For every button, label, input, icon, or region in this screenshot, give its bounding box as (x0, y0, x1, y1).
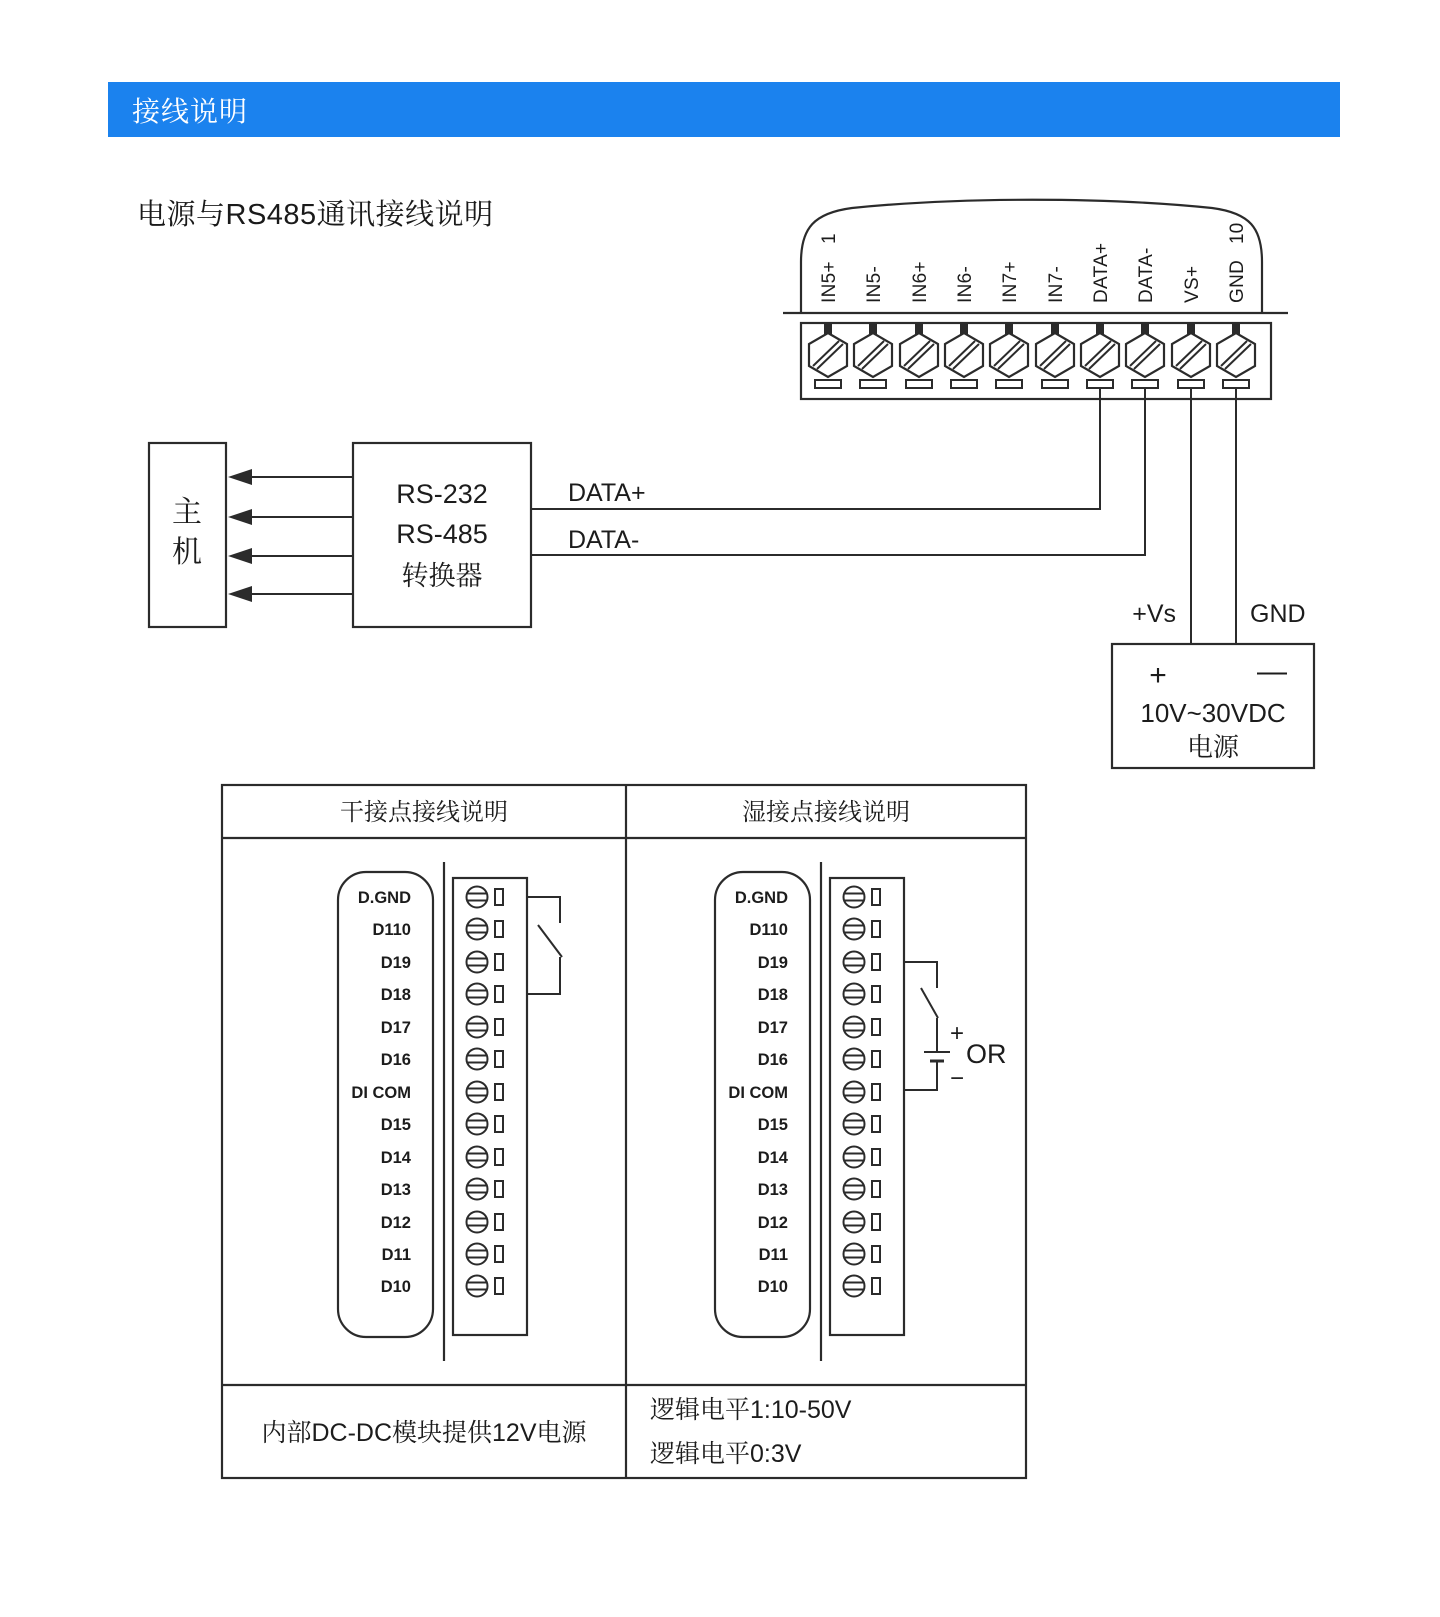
pin-label-in5p: IN5+ (819, 261, 840, 303)
wet-pin-label: D10 (757, 1278, 788, 1296)
wet-switch-battery-circuit (904, 962, 1007, 1092)
screw-row-icon (467, 952, 504, 973)
screw-terminal-icon (945, 324, 983, 388)
screw-row-icon (467, 984, 504, 1005)
table-border (222, 785, 1026, 1478)
screw-row-icon (467, 1244, 504, 1265)
screw-terminal-icon (1036, 324, 1074, 388)
wet-pin-label: D17 (757, 1019, 788, 1037)
dry-pin-label: D.GND (357, 889, 411, 907)
screw-row-icon (844, 952, 881, 973)
pin-label-in6n: IN6- (955, 265, 976, 303)
screw-row-icon (844, 1276, 881, 1297)
screw-row-icon (467, 1147, 504, 1168)
dry-pin-label: D110 (372, 921, 411, 939)
converter-line2: RS-485 (396, 519, 488, 549)
dry-contact-diagram (338, 862, 562, 1361)
dry-pin-label: D19 (380, 954, 411, 972)
screw-row-icon (467, 1017, 504, 1038)
screw-row-icon (467, 919, 504, 940)
dry-pin-label: D18 (380, 986, 411, 1004)
vs-wire-label: +Vs (1132, 600, 1176, 628)
screw-row-icon (844, 984, 881, 1005)
dry-pin-label: D11 (381, 1246, 411, 1264)
page-title: 电源与RS485通讯接线说明 (137, 199, 494, 231)
screw-terminal-icon (1217, 324, 1255, 388)
dry-pin-label: D17 (380, 1019, 411, 1037)
converter-line3: 转换器 (401, 561, 483, 591)
pin-label-datan: DATA- (1136, 247, 1157, 303)
screw-terminal-icon (990, 324, 1028, 388)
wet-contact-note-line1: 逻辑电平1:10-50V (650, 1396, 852, 1424)
screw-row-icon (467, 1276, 504, 1297)
power-plus-sign: + (1149, 659, 1167, 692)
screw-row-icon (467, 1082, 504, 1103)
dry-terminal-strip (453, 878, 527, 1335)
screw-terminal-icon (900, 324, 938, 388)
contact-wiring-table (222, 785, 1026, 1478)
wet-contact-header: 湿接点接线说明 (742, 799, 910, 826)
terminal-block (783, 200, 1288, 399)
screw-row-icon (844, 1114, 881, 1135)
power-voltage-label: 10V~30VDC (1140, 698, 1286, 728)
screw-row-icon (844, 919, 881, 940)
or-label: OR (966, 1039, 1007, 1069)
pin-number-first: 1 (819, 233, 840, 244)
screw-terminal-icon (854, 324, 892, 388)
data-minus-wire-label: DATA- (568, 526, 640, 554)
wet-contact-diagram (715, 862, 1007, 1361)
wet-pin-label: D.GND (734, 889, 788, 907)
wet-pin-label: D11 (758, 1246, 788, 1264)
wet-pin-label: D12 (757, 1214, 788, 1232)
screw-terminal-icon (1081, 324, 1119, 388)
battery-minus-sign: − (950, 1065, 965, 1092)
power-supply-box (1112, 644, 1314, 768)
dry-contact-header: 干接点接线说明 (340, 799, 508, 826)
dry-connector-pill (338, 872, 433, 1337)
pin-label-datap: DATA+ (1091, 242, 1112, 303)
screw-row-icon (467, 887, 504, 908)
dry-pin-label: D16 (380, 1051, 411, 1069)
screw-row-icon (844, 1147, 881, 1168)
dry-pin-label: D14 (380, 1149, 411, 1167)
screw-row-icon (844, 887, 881, 908)
screw-row-icon (844, 1179, 881, 1200)
screw-row-icon (844, 1244, 881, 1265)
wet-pin-label: D15 (757, 1116, 788, 1134)
dry-pin-label: D15 (380, 1116, 411, 1134)
screw-row-icon (467, 1114, 504, 1135)
screw-row-icon (844, 1212, 881, 1233)
pin-label-in6p: IN6+ (910, 261, 931, 303)
wet-pin-label: D13 (757, 1181, 788, 1199)
wet-connector-pill (715, 872, 810, 1337)
screw-row-icon (467, 1049, 504, 1070)
power-minus-sign: — (1257, 655, 1287, 688)
converter-box (353, 443, 531, 627)
host-box (149, 443, 226, 627)
data-plus-wire-label: DATA+ (568, 479, 646, 507)
screw-terminal-icon (1172, 324, 1210, 388)
wet-pin-label: D16 (757, 1051, 788, 1069)
wet-pin-label: D14 (757, 1149, 788, 1167)
pin-number-last: 10 (1227, 222, 1248, 244)
dry-pin-label: D12 (380, 1214, 411, 1232)
screw-row-icon (844, 1017, 881, 1038)
pin-label-vsp: VS+ (1182, 265, 1203, 303)
screw-row-icon (467, 1212, 504, 1233)
pin-label-in7p: IN7+ (1000, 261, 1021, 303)
wet-terminal-strip (830, 878, 904, 1335)
gnd-wire-label: GND (1250, 600, 1306, 628)
screw-terminal-icon (809, 324, 847, 388)
signal-wires (531, 388, 1236, 644)
dry-pin-label: D13 (380, 1181, 411, 1199)
pin-label-in5n: IN5- (864, 265, 885, 303)
wet-pin-label: D18 (757, 986, 788, 1004)
screw-row-icon (467, 1179, 504, 1200)
rs232-arrows (228, 469, 353, 602)
dry-switch-circuit (527, 897, 562, 994)
screw-row-icon (844, 1049, 881, 1070)
battery-plus-sign: + (950, 1020, 965, 1047)
wet-contact-note-line2: 逻辑电平0:3V (650, 1440, 802, 1468)
converter-line1: RS-232 (396, 479, 488, 509)
dry-contact-note: 内部DC-DC模块提供12V电源 (261, 1419, 587, 1447)
host-box-line1: 主 (172, 496, 202, 529)
screw-terminal-icon (1126, 324, 1164, 388)
wet-pin-label: D19 (757, 954, 788, 972)
section-header-title: 接线说明 (132, 95, 249, 127)
pin-label-in7n: IN7- (1046, 265, 1067, 303)
power-source-label: 电源 (1186, 732, 1240, 762)
host-box-line2: 机 (172, 536, 202, 569)
dry-pin-label: D10 (380, 1278, 411, 1296)
wet-pin-label: DI COM (728, 1084, 788, 1102)
pin-label-gnd: GND (1227, 259, 1248, 303)
wet-pin-label: D110 (749, 921, 788, 939)
screw-row-icon (844, 1082, 881, 1103)
dry-pin-label: DI COM (351, 1084, 411, 1102)
